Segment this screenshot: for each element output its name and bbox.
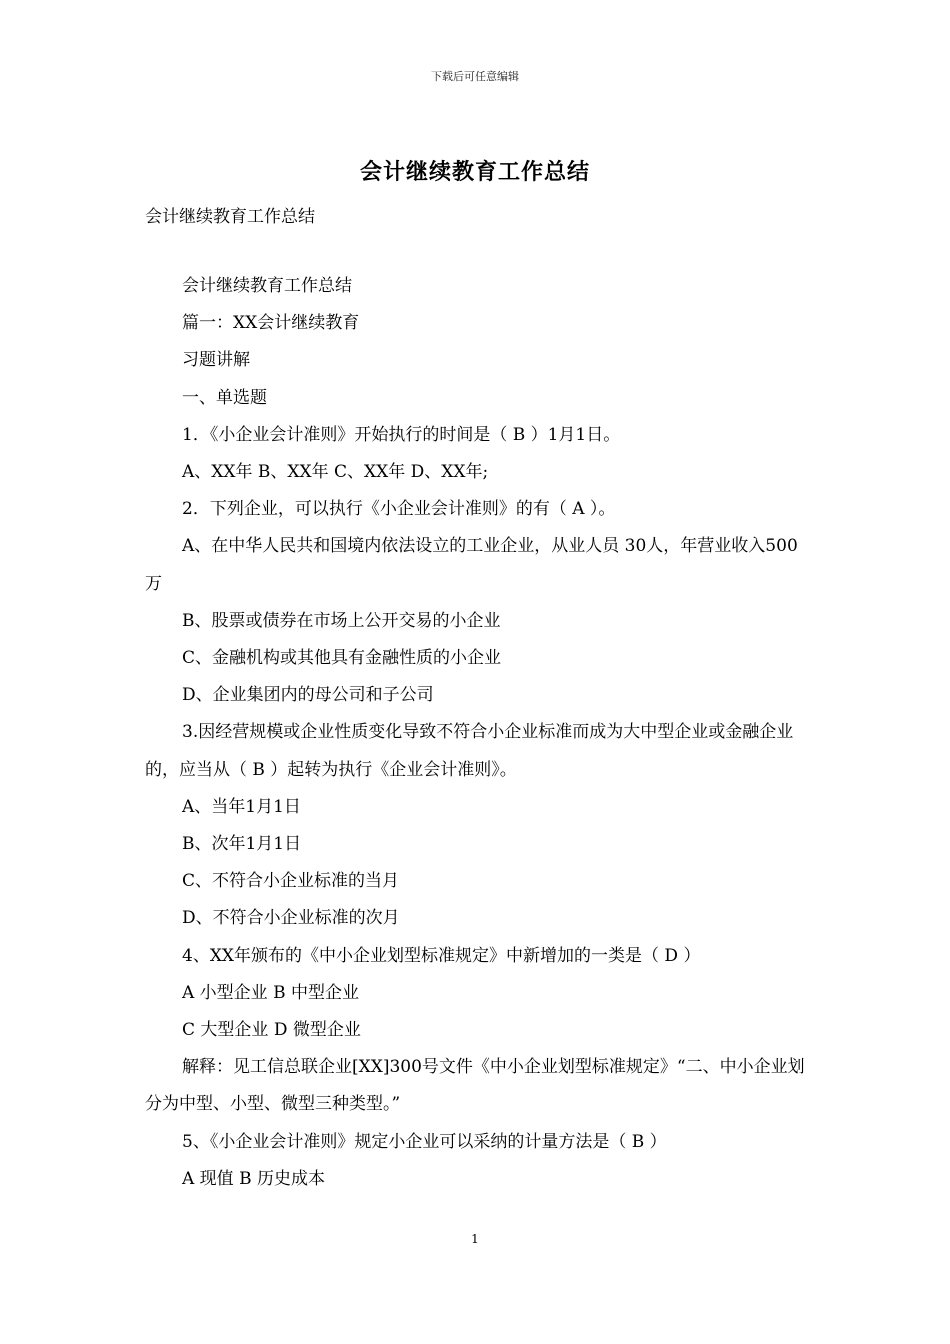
paragraph: B、次年1月1日 [182, 834, 302, 855]
paragraph: 篇一：XX会计继续教育 [182, 313, 360, 334]
paragraph: 3.因经营规模或企业性质变化导致不符合小企业标准而成为大中型企业或金融企业的，应当从（ B ）起转为执行《企业会计准则》。 [145, 722, 794, 780]
header-note: 下载后可任意编辑 [431, 70, 519, 83]
paragraph: B、股票或债券在市场上公开交易的小企业 [182, 610, 501, 631]
paragraph: 会计继续教育工作总结 [182, 276, 352, 296]
page-number: 1 [471, 1232, 479, 1246]
paragraph: D、企业集团内的母公司和子公司 [182, 685, 434, 706]
paragraph: 一、单选题 [182, 387, 267, 408]
paragraph: A、在中华人民共和国境内依法设立的工业企业，从业人员 30人，年营业收入500万 [145, 536, 798, 594]
paragraph: C 大型企业 D 微型企业 [182, 1020, 361, 1041]
document-body [145, 268, 810, 1198]
paragraph: 习题讲解 [182, 350, 250, 371]
paragraph: A 现值 B 历史成本 [182, 1168, 325, 1189]
paragraph: 4、XX年颁布的《中小企业划型标准规定》中新增加的一类是（ D ） [182, 945, 701, 966]
paragraph: D、不符合小企业标准的次月 [182, 908, 400, 929]
paragraph: 解释：见工信总联企业[XX]300号文件《中小企业划型标准规定》“二、中小企业划分为中型、小型、微型三种类型。” [145, 1057, 805, 1115]
document-title: 会计继续教育工作总结 [359, 159, 590, 185]
paragraph: A 小型企业 B 中型企业 [182, 982, 359, 1003]
paragraph: A、XX年 B、XX年 C、XX年 D、XX年; [182, 462, 489, 483]
paragraph: 1．《小企业会计准则》开始执行的时间是（ B ）1月1日。 [182, 424, 621, 445]
paragraph: C、金融机构或其他具有金融性质的小企业 [182, 648, 502, 669]
paragraph: A、当年1月1日 [182, 796, 301, 817]
paragraph: 5、《小企业会计准则》规定小企业可以采纳的计量方法是（ B ） [182, 1131, 667, 1152]
document-subtitle: 会计继续教育工作总结 [145, 207, 315, 227]
paragraph: C、不符合小企业标准的当月 [182, 871, 400, 892]
paragraph: 2．下列企业，可以执行《小企业会计准则》的有（ A ）。 [182, 499, 616, 520]
